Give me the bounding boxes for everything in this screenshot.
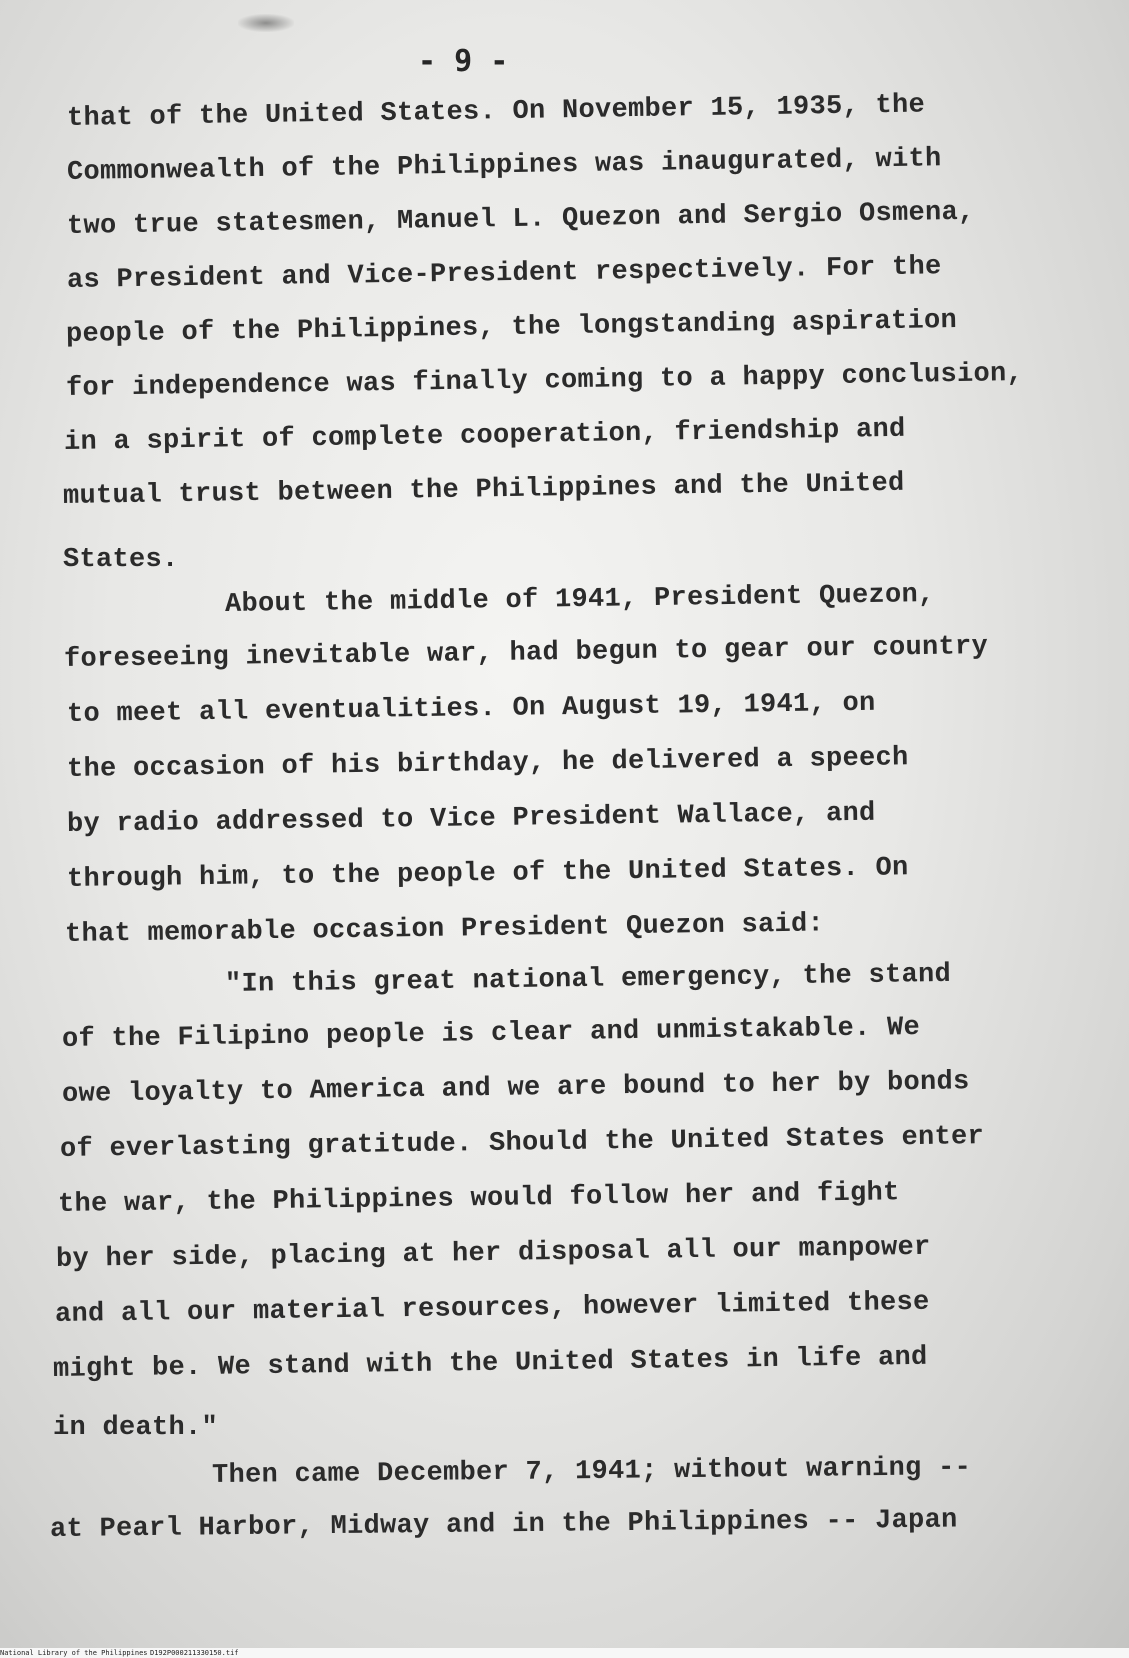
text-line: by radio addressed to Vice President Wallace, and [66, 798, 876, 840]
text-line: the war, the Philippines would follow her and fight [57, 1178, 900, 1220]
text-line: at Pearl Harbor, Midway and in the Philippines -- Japan [49, 1505, 958, 1545]
footer-file-id: D192P000211330150.tif [150, 1649, 239, 1657]
text-line: "In this great national emergency, the stand [224, 959, 952, 1000]
text-line: two true statesmen, Manuel L. Quezon and Sergio Osmena, [66, 197, 975, 242]
ink-smudge [238, 14, 294, 32]
text-line: of the Filipino people is clear and unmistakable. We [61, 1013, 921, 1055]
text-line: to meet all eventualities. On August 19, 1941, on [66, 688, 876, 730]
text-line: Then came December 7, 1941; without warning -- [211, 1453, 972, 1491]
text-line: About the middle of 1941, President Quezon, [224, 580, 935, 620]
text-line: that memorable occasion President Quezon said: [64, 909, 825, 950]
text-line: of everlasting gratitude. Should the United States enter [59, 1122, 985, 1165]
text-line: might be. We stand with the United States in life and [52, 1342, 928, 1385]
text-line: in death." [53, 1413, 219, 1443]
text-line: by her side, placing at her disposal all our manpower [55, 1232, 931, 1275]
text-line: for independence was finally coming to a happy conclusion, [65, 358, 1024, 404]
text-line: foreseeing inevitable war, had begun to gear our country [63, 632, 989, 675]
text-line: people of the Philippines, the longstanding aspiration [65, 306, 958, 350]
page-number: - 9 - [418, 44, 509, 79]
text-line: owe loyalty to America and we are bound to her by bonds [61, 1067, 970, 1110]
text-line: mutual trust between the Philippines and the United [62, 468, 905, 512]
text-line: States. [63, 545, 179, 575]
footer-source: National Library of the Philippines [0, 1649, 148, 1657]
text-line: the occasion of his birthday, he delivered a speech [66, 743, 909, 785]
text-line: through him, to the people of the United States. On [66, 853, 909, 895]
text-line: as President and Vice-President respectively. For the [66, 252, 942, 296]
text-line: Commonwealth of the Philippines was inaugurated, with [66, 144, 942, 188]
text-line: that of the United States. On November 15, 1935, the [66, 90, 926, 134]
text-line: and all our material resources, however limited these [54, 1287, 930, 1330]
text-line: in a spirit of complete cooperation, friendship and [63, 414, 906, 458]
